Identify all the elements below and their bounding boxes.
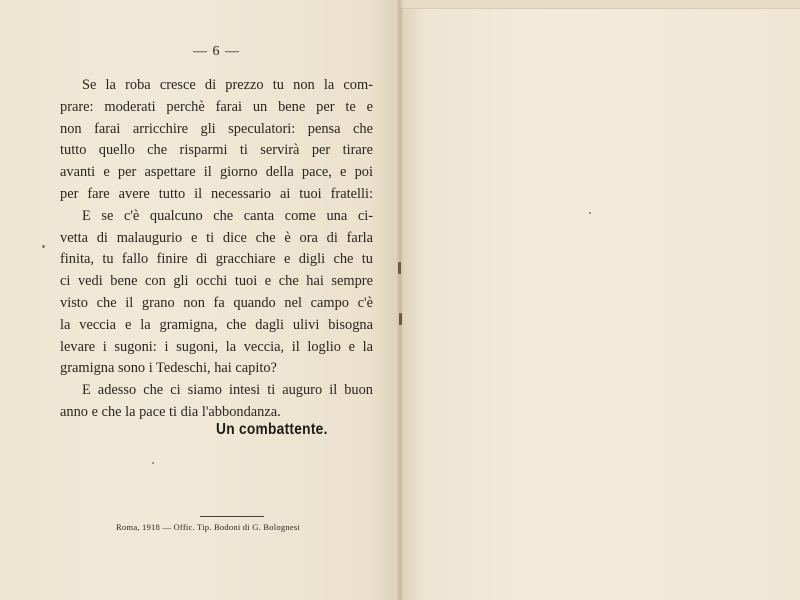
text-line: E se c'è qualcuno che canta come una ci-: [82, 207, 373, 224]
text-line: levare i sugoni: i sugoni, la veccia, il loglio e la: [60, 338, 373, 355]
book-gutter: [397, 0, 403, 600]
right-page-blank: [400, 0, 800, 600]
paper-speck: [42, 245, 45, 248]
text-line: anno e che la pace ti dia l'abbondanza.: [60, 403, 281, 420]
text-line: per fare avere tutto il necessario ai tuoi fratelli:: [60, 185, 373, 202]
text-line: ci vedi bene con gli occhi tuoi e che hai sempre: [60, 273, 373, 290]
text-line: visto che il grano non fa quando nel campo c'è: [60, 294, 373, 311]
imprint-rule: [200, 516, 264, 517]
text-line: gramigna sono i Tedeschi, hai capito?: [60, 360, 277, 377]
page-number: — 6 —: [193, 44, 240, 59]
text-line: finita, tu fallo finire di gracchiare e digli che tu: [60, 251, 373, 268]
text-line: non farai arricchire gli speculatori: pensa che: [60, 120, 373, 137]
body-text: [60, 75, 373, 424]
page-edge: [400, 0, 800, 9]
text-line: E adesso che ci siamo intesi ti auguro il buon: [82, 382, 373, 399]
text-line: tutto quello che risparmi ti servirà per tirare: [60, 142, 373, 159]
printer-imprint: Roma, 1918 — Offic. Tip. Bodoni di G. Bolognesi: [116, 522, 300, 532]
text-line: prare: moderati perchè farai un bene per te e: [60, 98, 373, 115]
signature: Un combattente.: [216, 421, 328, 438]
text-line: avanti e per aspettare il giorno della pace, e poi: [60, 164, 373, 181]
binding-stitch: [398, 262, 401, 274]
binding-stitch: [399, 313, 402, 325]
paper-speck: [152, 462, 154, 464]
text-line: la veccia e la gramigna, che dagli ulivi bisogna: [60, 316, 373, 333]
text-line: vetta di malaugurio e ti dice che è ora di farla: [60, 229, 373, 246]
paper-speck: [589, 212, 591, 214]
text-line: Se la roba cresce di prezzo tu non la com-: [82, 77, 373, 93]
